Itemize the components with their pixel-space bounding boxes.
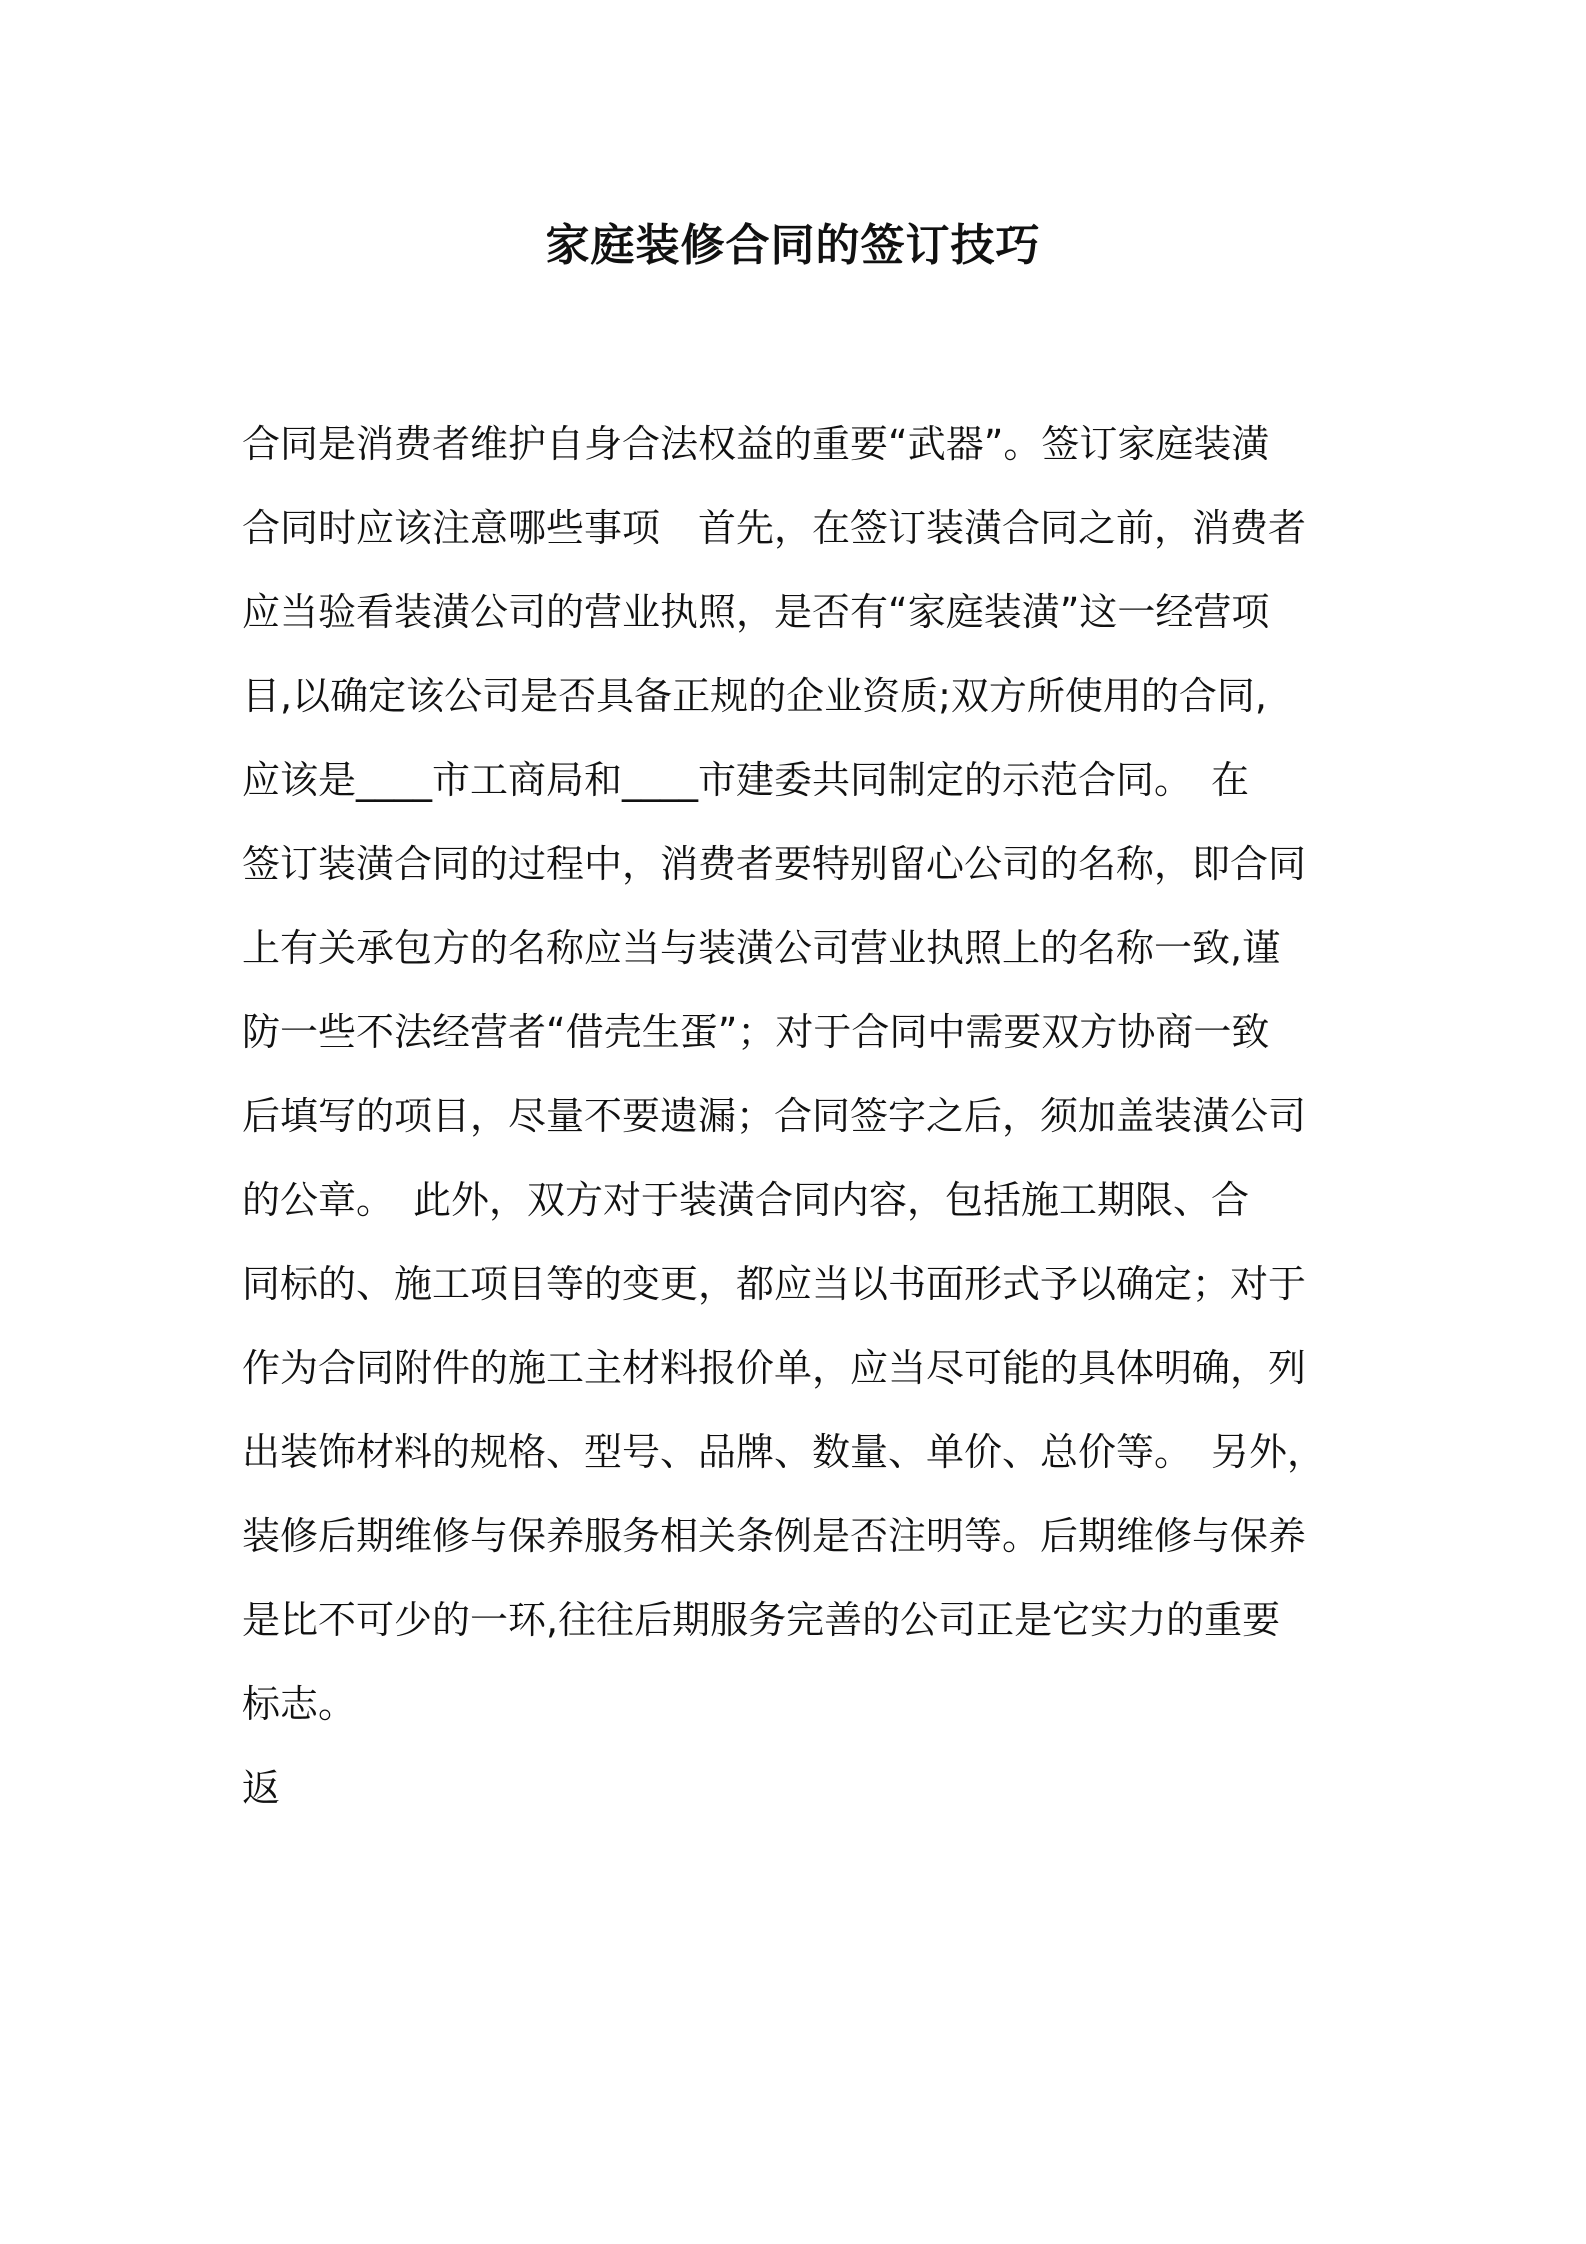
body-line: 标志。 <box>242 1682 357 1726</box>
body-line: 同标的、施工项目等的变更，都应当以书面形式予以确定；对于 <box>242 1262 1307 1306</box>
document-title: 家庭装修合同的签订技巧 <box>545 220 1041 271</box>
body-line: 防一些不法经营者“借壳生蛋”；对于合同中需要双方协商一致 <box>242 1010 1270 1054</box>
body-line: 作为合同附件的施工主材料报价单，应当尽可能的具体明确，列 <box>242 1346 1307 1390</box>
body-line: 应该是____市工商局和____市建委共同制定的示范合同。 在 <box>242 758 1250 802</box>
body-line: 目,以确定该公司是否具备正规的企业资质;双方所使用的合同, <box>242 674 1267 718</box>
body-line: 合同是消费者维护自身合法权益的重要“武器”。签订家庭装潢 <box>242 422 1270 466</box>
document-body <box>242 402 1362 1830</box>
body-line: 是比不可少的一环,往往后期服务完善的公司正是它实力的重要 <box>242 1598 1281 1642</box>
body-line: 应当验看装潢公司的营业执照，是否有“家庭装潢”这一经营项 <box>242 590 1270 634</box>
body-line: 合同时应该注意哪些事项 首先，在签订装潢合同之前，消费者 <box>242 506 1307 550</box>
body-line: 装修后期维修与保养服务相关条例是否注明等。后期维修与保养 <box>242 1514 1307 1558</box>
body-line: 上有关承包方的名称应当与装潢公司营业执照上的名称一致,谨 <box>242 926 1281 970</box>
trailing-fragment: 返 <box>242 1766 281 1810</box>
body-line: 签订装潢合同的过程中，消费者要特别留心公司的名称，即合同 <box>242 842 1307 886</box>
body-line: 的公章。 此外，双方对于装潢合同内容，包括施工期限、合 <box>242 1178 1250 1222</box>
body-line: 后填写的项目，尽量不要遗漏；合同签字之后，须加盖装潢公司 <box>242 1094 1307 1138</box>
body-line: 出装饰材料的规格、型号、品牌、数量、单价、总价等。 另外， <box>242 1430 1326 1474</box>
